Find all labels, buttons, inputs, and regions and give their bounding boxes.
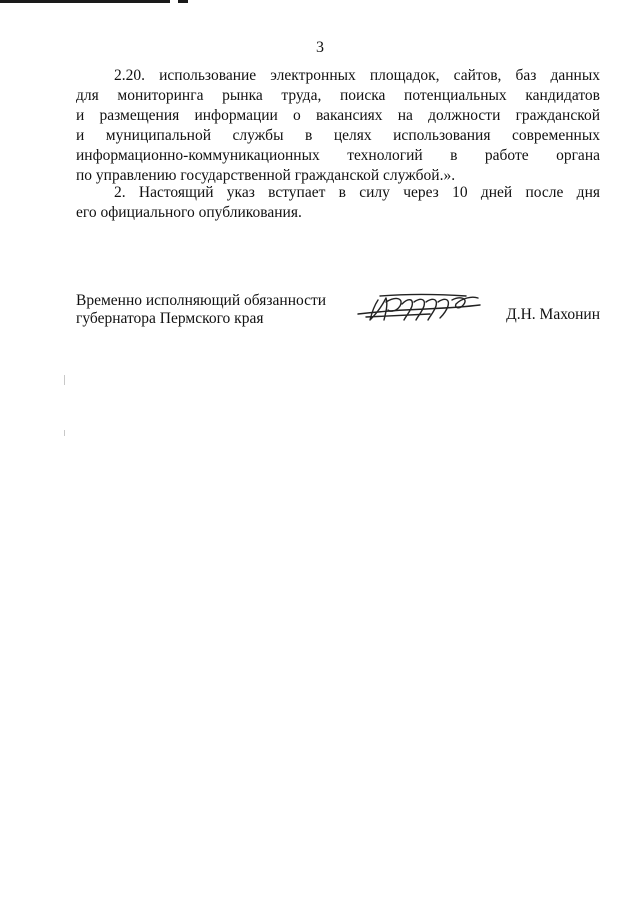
- text-line: его официального опубликования.: [76, 204, 302, 221]
- signatory-title-line: Временно исполняющий обязанности: [76, 292, 327, 309]
- text-line: по управлению государственной гражданской службой.».: [76, 167, 456, 184]
- text-line: и муниципальной службы в целях использования современных: [76, 127, 600, 144]
- page-number: 3: [316, 39, 324, 56]
- text-line: 2.20. использование электронных площадок, сайтов, баз данных: [114, 67, 600, 84]
- text-line: для мониторинга рынка труда, поиска потенциальных кандидатов: [76, 87, 600, 104]
- scan-edge-mark: [178, 0, 188, 3]
- signatory-title-line: губернатора Пермского края: [76, 310, 264, 327]
- handwritten-signature: [356, 290, 484, 326]
- signatory-title: [76, 292, 326, 328]
- paragraph-2: [76, 183, 600, 223]
- scan-speck: [64, 375, 65, 385]
- scan-edge-mark: [0, 0, 170, 3]
- scan-speck: [64, 430, 65, 436]
- paragraph-2-20: [76, 66, 600, 186]
- signatory-name: Д.Н. Махонин: [506, 306, 600, 323]
- text-line: информационно-коммуникационных технологий в работе органа: [76, 147, 600, 164]
- text-line: и размещения информации о вакансиях на должности гражданской: [76, 107, 600, 124]
- text-line: 2. Настоящий указ вступает в силу через 10 дней после дня: [114, 184, 600, 201]
